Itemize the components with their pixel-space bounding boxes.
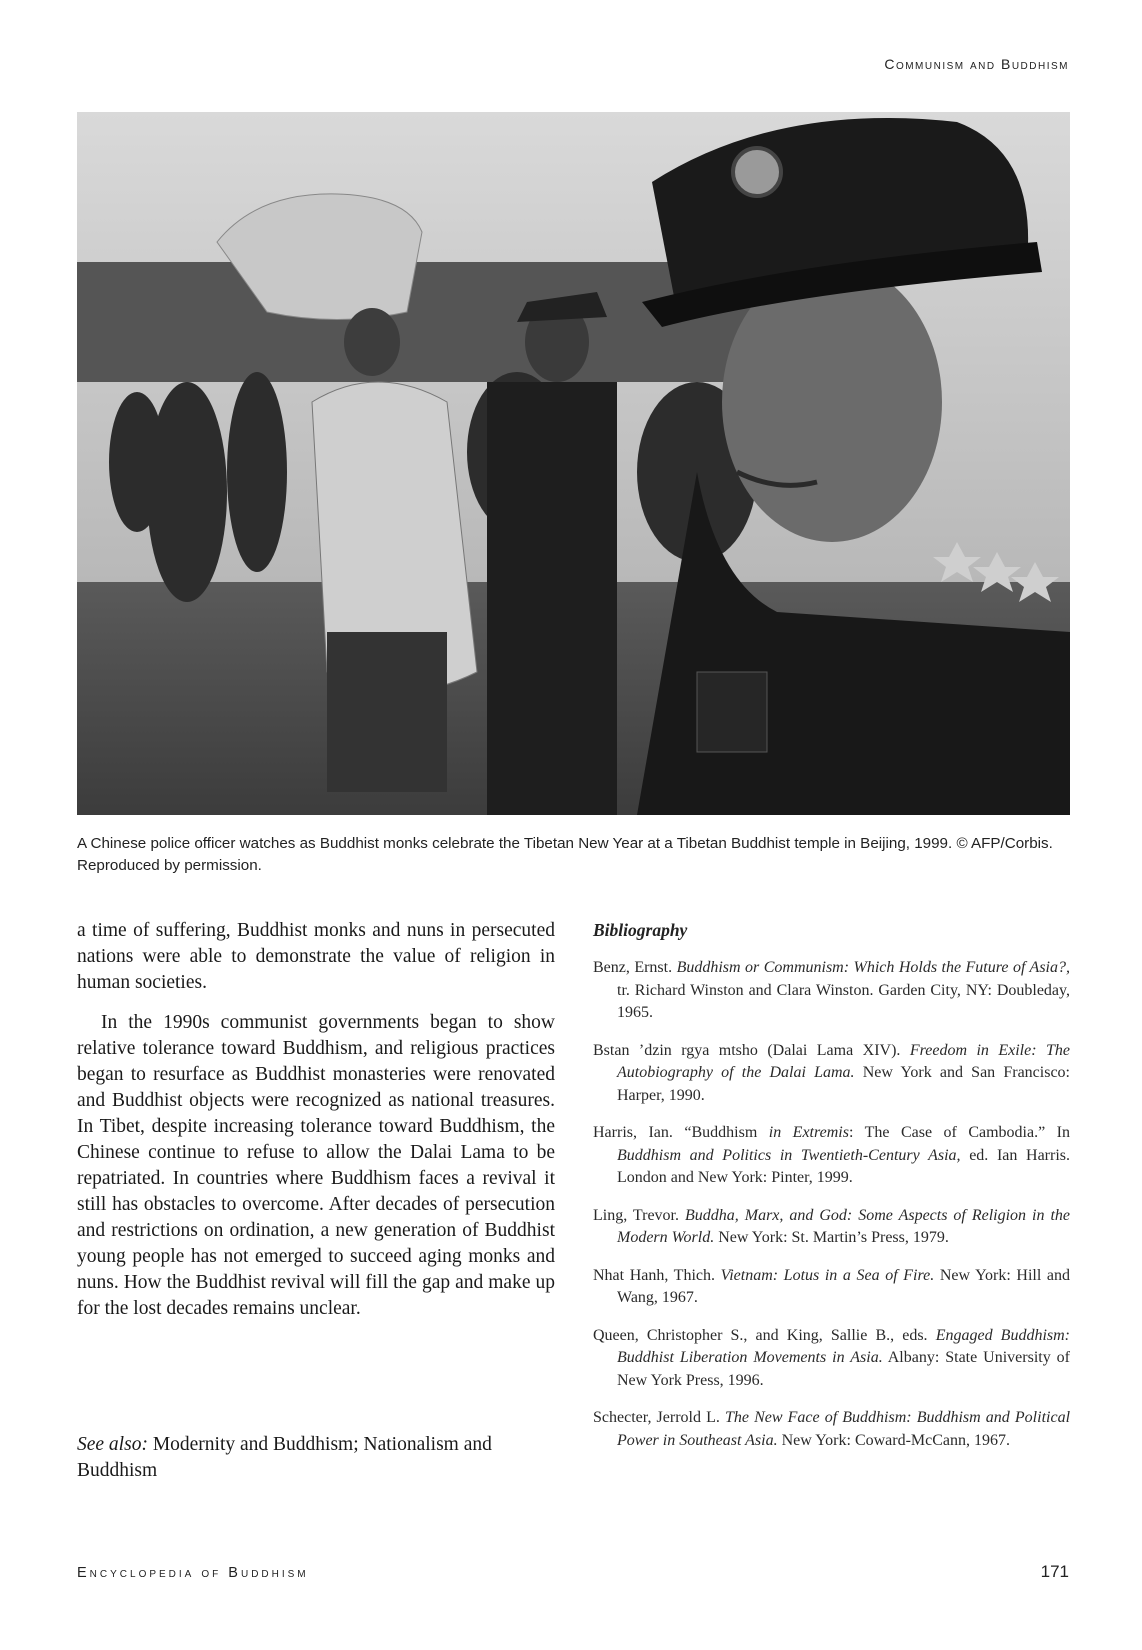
photo-illustration	[77, 112, 1070, 815]
see-also-label: See also:	[77, 1434, 148, 1455]
body-paragraph-2: In the 1990s communist governments began to show relative tolerance toward Buddhism, and religious practices began to resurface as Buddhist monasteries were renovated and Buddhist objects were recognized as national treasures. In Tibet, despite increasing tolerance toward Buddhism, the Chinese continue to refuse to allow the Dalai Lama to be repatriated. In countries where Buddhism faces a revival it still has obstacles to overcome. After decades of persecution and restrictions on ordination, a new generation of Buddhist young people has not emerged to succeed aging monks and nuns. How the Buddhist revival will fill the gap and make up for the lost decades remains unclear.	[77, 1012, 555, 1319]
bibliography-column	[593, 920, 1070, 1467]
page-number: 171	[1040, 1562, 1069, 1581]
bib-entry-dalai-lama: Bstan ’dzin rgya mtsho (Dalai Lama XIV). Freedom in Exile: The Autobiography of the Dalai Lama. New York and San Francisco: Harper, 1990.	[593, 1041, 1070, 1104]
photograph-police-and-monks	[77, 112, 1070, 815]
bibliography-heading: Bibliography	[593, 920, 688, 940]
footer-book-title: Encyclopedia of Buddhism	[77, 1565, 309, 1581]
bib-entry-schecter: Schecter, Jerrold L. The New Face of Buddhism: Buddhism and Political Power in Southeast Asia. New York: Coward-McCann, 1967.	[593, 1409, 1071, 1449]
see-also-links[interactable]: Modernity and Buddhism; Nationalism and Buddhism	[77, 1434, 492, 1481]
temple-wall	[77, 262, 757, 382]
bib-entry-harris: Harris, Ian. “Buddhism in Extremis: The Case of Cambodia.” In Buddhism and Politics in Twentieth-Century Asia, ed. Ian Harris. London and New York: Pinter, 1999.	[593, 1124, 1071, 1186]
photo-caption: A Chinese police officer watches as Buddhist monks celebrate the Tibetan New Year at a Tibetan Buddhist temple in Beijing, 1999. © AFP/Corbis. Reproduced by permission.	[77, 835, 1053, 874]
body-column-left	[77, 918, 555, 1322]
bib-entry-ling: Ling, Trevor. Buddha, Marx, and God: Some Aspects of Religion in the Modern World. New York: St. Martin’s Press, 1979.	[593, 1206, 1071, 1246]
body-paragraph-1: a time of suffering, Buddhist monks and nuns in persecuted nations were able to demonstrate the value of religion in human societies.	[77, 920, 555, 993]
bib-entry-queen-king: Queen, Christopher S., and King, Sallie B., eds. Engaged Buddhism: Buddhist Liberation Movements in Asia. Albany: State University of New York Press, 1996.	[593, 1326, 1071, 1389]
running-head: Communism and Buddhism	[884, 56, 1069, 72]
see-also	[77, 1432, 555, 1484]
bib-entry-nhat-hanh: Nhat Hanh, Thich. Vietnam: Lotus in a Sea of Fire. New York: Hill and Wang, 1967.	[593, 1266, 1070, 1306]
bib-entry-benz: Benz, Ernst. Buddhism or Communism: Which Holds the Future of Asia?, tr. Richard Winston and Clara Winston. Garden City, NY: Doubleday, 1965.	[593, 959, 1071, 1021]
